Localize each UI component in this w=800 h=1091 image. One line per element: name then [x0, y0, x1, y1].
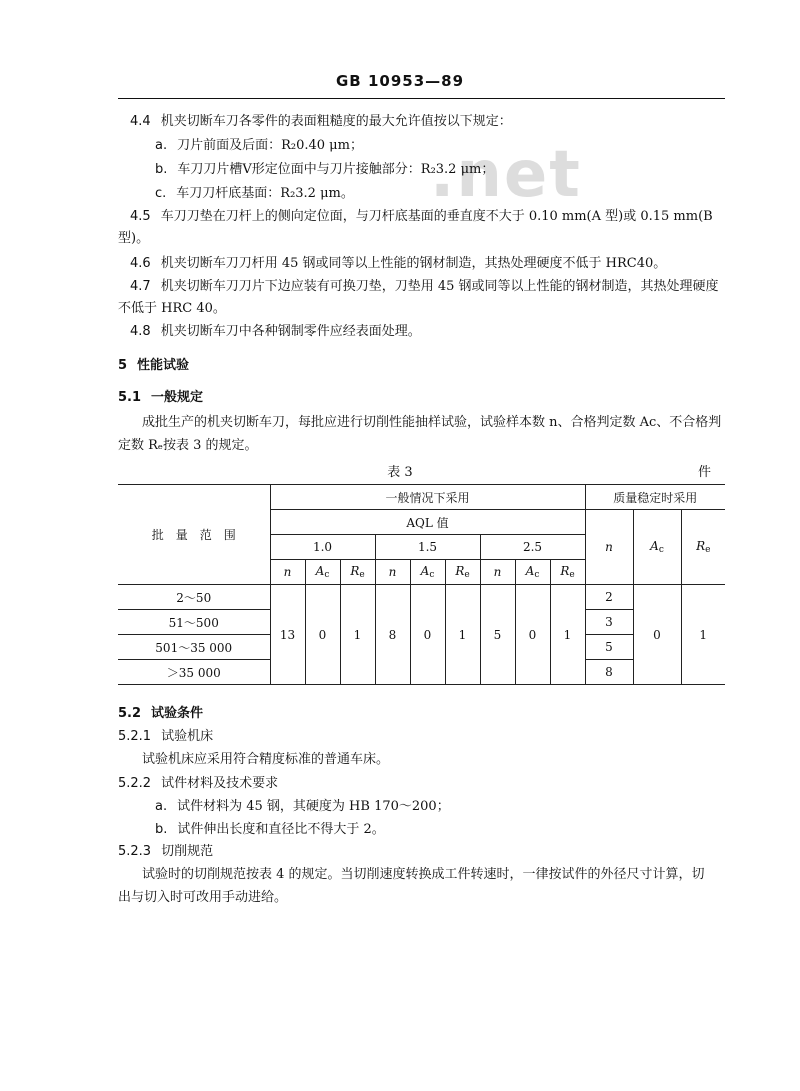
section-5-2-heading	[118, 704, 203, 724]
ac-symbol: A	[525, 564, 535, 578]
clause-number: 4.7	[130, 279, 151, 294]
aql-value: 1.5	[375, 535, 480, 560]
section-5-2-2-heading	[118, 774, 278, 794]
ac-symbol: A	[420, 564, 430, 578]
section-5-2-1-heading	[118, 727, 213, 747]
clause-text: 机夹切断车刀中各种钢制零件应经表面处理。	[160, 324, 421, 339]
ac-header	[410, 560, 445, 585]
item-text: 试件伸出长度和直径比不得大于 2。	[177, 822, 385, 837]
section-5-1-body-cont: 定数 Rₑ按表 3 的规定。	[118, 438, 258, 453]
general-value: 1	[340, 585, 375, 685]
standard-code: GB 10953—89	[335, 72, 465, 90]
item-text: 试件材料为 45 钢，其硬度为 HB 170～200；	[177, 799, 450, 814]
ac-symbol: A	[315, 564, 325, 578]
batch-range-header: 批 量 范 围	[118, 485, 270, 585]
clause-text: 车刀刀垫在刀杆上的侧向定位面，与刀杆底基面的垂直度不大于 0.10 mm(A 型)或 0.15 mm(B	[160, 209, 713, 224]
clause-text: 机夹切断车刀刀杆用 45 钢或同等以上性能的钢材制造，其热处理硬度不低于 HRC40。	[160, 256, 667, 271]
general-value: 0	[305, 585, 340, 685]
section-number: 5	[118, 358, 128, 373]
section-5-2-3-body: 试验时的切削规范按表 4 的规定。当切削速度转换成工件转速时，一律按试件的外径尺寸计算，切	[142, 867, 705, 882]
ac-header	[305, 560, 340, 585]
section-number: 5.1	[118, 390, 142, 405]
header-rule	[118, 98, 725, 99]
re-subscript: e	[359, 570, 365, 580]
stable-n-value: 3	[585, 610, 633, 635]
table-3-unit: 件	[698, 465, 712, 480]
general-value: 8	[375, 585, 410, 685]
section-number: 5.2.2	[118, 776, 152, 791]
clause-text: 机夹切断车刀各零件的表面粗糙度的最大允许值按以下规定：	[160, 114, 512, 129]
item-label: b.	[155, 822, 168, 837]
clause-4-4-c	[155, 184, 354, 204]
clause-4-7-cont: 不低于 HRC 40。	[118, 301, 226, 316]
item-label: b.	[155, 162, 168, 177]
stable-re-value: 1	[681, 585, 725, 685]
section-title: 试验机床	[161, 729, 214, 744]
stable-re-header	[681, 510, 725, 585]
table-row	[118, 585, 725, 610]
clause-4-8	[130, 322, 421, 342]
section-title: 试件材料及技术要求	[161, 776, 279, 791]
section-number: 5.2.1	[118, 729, 152, 744]
clause-number: 4.4	[130, 114, 151, 129]
general-header: 一般情况下采用	[270, 485, 585, 510]
section-title: 试验条件	[151, 706, 204, 721]
re-subscript: e	[705, 545, 711, 555]
ac-header	[515, 560, 550, 585]
clause-number: 4.8	[130, 324, 151, 339]
ac-symbol: A	[650, 539, 659, 553]
section-5-2-1-body: 试验机床应采用符合精度标准的普通车床。	[142, 752, 390, 767]
section-title: 一般规定	[151, 390, 204, 405]
batch-range: ＞35 000	[118, 660, 270, 685]
section-5-2-2-b	[155, 820, 385, 840]
clause-number: 4.6	[130, 256, 151, 271]
item-label: a.	[155, 799, 168, 814]
item-label: c.	[155, 186, 167, 201]
clause-4-4-b	[155, 160, 494, 180]
section-title: 切削规范	[161, 844, 214, 859]
table-3	[118, 484, 725, 685]
section-number: 5.2.3	[118, 844, 152, 859]
section-5-1-heading	[118, 388, 203, 408]
section-number: 5.2	[118, 706, 142, 721]
section-5-2-3-heading	[118, 842, 213, 862]
clause-number: 4.5	[130, 209, 151, 224]
aql-value: 1.0	[270, 535, 375, 560]
clause-4-4-a	[155, 136, 363, 156]
stable-n-header: n	[585, 510, 633, 585]
stable-n-value: 2	[585, 585, 633, 610]
item-label: a.	[155, 138, 168, 153]
batch-range: 51～500	[118, 610, 270, 635]
stable-ac-header	[633, 510, 681, 585]
section-5-1-body: 成批生产的机夹切断车刀，每批应进行切削性能抽样试验，试验样本数 n、合格判定数 Ac、不合格判	[142, 415, 722, 430]
general-value: 1	[550, 585, 585, 685]
re-symbol: R	[350, 564, 360, 578]
stable-header: 质量稳定时采用	[585, 485, 725, 510]
stable-n-value: 8	[585, 660, 633, 685]
re-subscript: e	[569, 570, 575, 580]
clause-4-6	[130, 254, 666, 274]
clause-4-4	[130, 112, 512, 132]
general-value: 1	[445, 585, 480, 685]
item-text: 车刀刀杆底基面：R₂3.2 μm。	[176, 186, 354, 201]
batch-range: 501～35 000	[118, 635, 270, 660]
ac-subscript: c	[658, 545, 664, 555]
batch-range: 2～50	[118, 585, 270, 610]
n-header: n	[270, 560, 305, 585]
table-3-title: 表 3	[387, 465, 413, 480]
re-header	[340, 560, 375, 585]
clause-4-5-cont: 型)。	[118, 231, 150, 246]
watermark: .net	[430, 138, 582, 212]
general-value: 0	[515, 585, 550, 685]
ac-subscript: c	[429, 570, 435, 580]
re-header	[550, 560, 585, 585]
re-symbol: R	[455, 564, 465, 578]
clause-4-5	[130, 207, 713, 227]
section-title: 性能试验	[137, 358, 190, 373]
general-value: 0	[410, 585, 445, 685]
item-text: 刀片前面及后面：R₂0.40 μm；	[177, 138, 363, 153]
ac-subscript: c	[324, 570, 330, 580]
re-subscript: e	[464, 570, 470, 580]
stable-ac-value: 0	[633, 585, 681, 685]
aql-header: AQL 值	[270, 510, 585, 535]
re-symbol: R	[560, 564, 570, 578]
n-header: n	[480, 560, 515, 585]
section-5-2-3-body-cont: 出与切入时可改用手动进给。	[118, 890, 288, 905]
stable-n-value: 5	[585, 635, 633, 660]
general-value: 13	[270, 585, 305, 685]
aql-value: 2.5	[480, 535, 585, 560]
item-text: 车刀刀片槽V形定位面中与刀片接触部分：R₂3.2 μm；	[177, 162, 495, 177]
re-symbol: R	[696, 539, 706, 553]
ac-subscript: c	[534, 570, 540, 580]
general-value: 5	[480, 585, 515, 685]
section-5-heading	[118, 356, 189, 376]
clause-text: 机夹切断车刀刀片下边应装有可换刀垫，刀垫用 45 钢或同等以上性能的钢材制造，其热处理硬度	[160, 279, 719, 294]
re-header	[445, 560, 480, 585]
n-header: n	[375, 560, 410, 585]
clause-4-7	[130, 277, 719, 297]
section-5-2-2-a	[155, 797, 450, 817]
